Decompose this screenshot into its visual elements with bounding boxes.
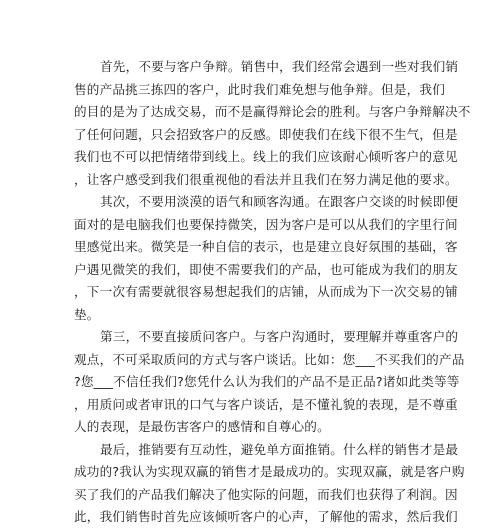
text-line: ，下一次有需要就很容易想起我们的店铺，从而成为下一次交易的铺 (74, 284, 458, 299)
text-line: 里感觉出来。微笑是一种自信的表示，也是建立良好氛围的基础，客 (74, 239, 458, 254)
paragraph-1 (74, 56, 471, 191)
text-line: 最后，推销要有互动性，避免单方面推销。什么样的销售才是最 (100, 441, 459, 457)
paragraph-2 (74, 191, 459, 326)
text-line: 成功的?我认为实现双赢的销售才是最成功的。实现双赢，就是客户购 (74, 464, 465, 479)
text-line: 我们也不可以把情绪带到线上。线上的我们应该耐心倾听客户的意见 (74, 149, 458, 164)
text-line: 户遇见微笑的我们，即使不需要我们的产品，也可能成为我们的朋友 (74, 261, 458, 277)
text-line: 观点，不可采取质问的方式与客户谈话。比如：您___不买我们的产品 (74, 351, 465, 367)
text-line: 其次，不要用淡漠的语气和顾客沟通。在跟客户交谈的时候即便 (100, 194, 459, 209)
text-line: 第三，不要直接质问客户。与客户沟通时，要理解并尊重客户的 (100, 329, 459, 344)
text-line: ，让客户感受到我们很重视他的看法并且我们在努力满足他的要求。 (74, 171, 458, 187)
text-line: 首先，不要与客户争辩。销售中，我们经常会遇到一些对我们销 (100, 59, 459, 74)
text-line: ?您___不信任我们?您凭什么认为我们的产品不是正品?诸如此类等等 (74, 374, 460, 389)
text-line: 此，我们销售时首先应该倾听客户的心声，了解他的需求，然后我们 (74, 509, 458, 524)
text-line: ，用质问或者审讯的口气与客户谈话，是不懂礼貌的表现，是不尊重 (74, 396, 458, 412)
text-line: 了任何问题，只会招致客户的反感。即使我们在线下很不生气，但是 (74, 126, 458, 142)
paragraph-3 (74, 326, 465, 439)
text-line: 买了我们的产品我们解决了他实际的问题，而我们也获得了利润。因 (74, 486, 458, 502)
text-line: 面对的是电脑我们也要保持微笑，因为客户是可以从我们的字里行间 (74, 216, 458, 232)
text-line: 垫。 (74, 306, 100, 322)
text-line: 售的产品挑三拣四的客户，此时我们难免想与他争辩。但是，我们 (74, 81, 446, 97)
paragraph-4 (74, 439, 465, 529)
body-text (74, 56, 471, 529)
text-line: 人的表现，是最伤害客户的感情和自尊心的。 (74, 419, 330, 434)
text-line: 的目的是为了达成交易，而不是赢得辩论会的胜利。与客户争辩解决不 (74, 104, 471, 119)
